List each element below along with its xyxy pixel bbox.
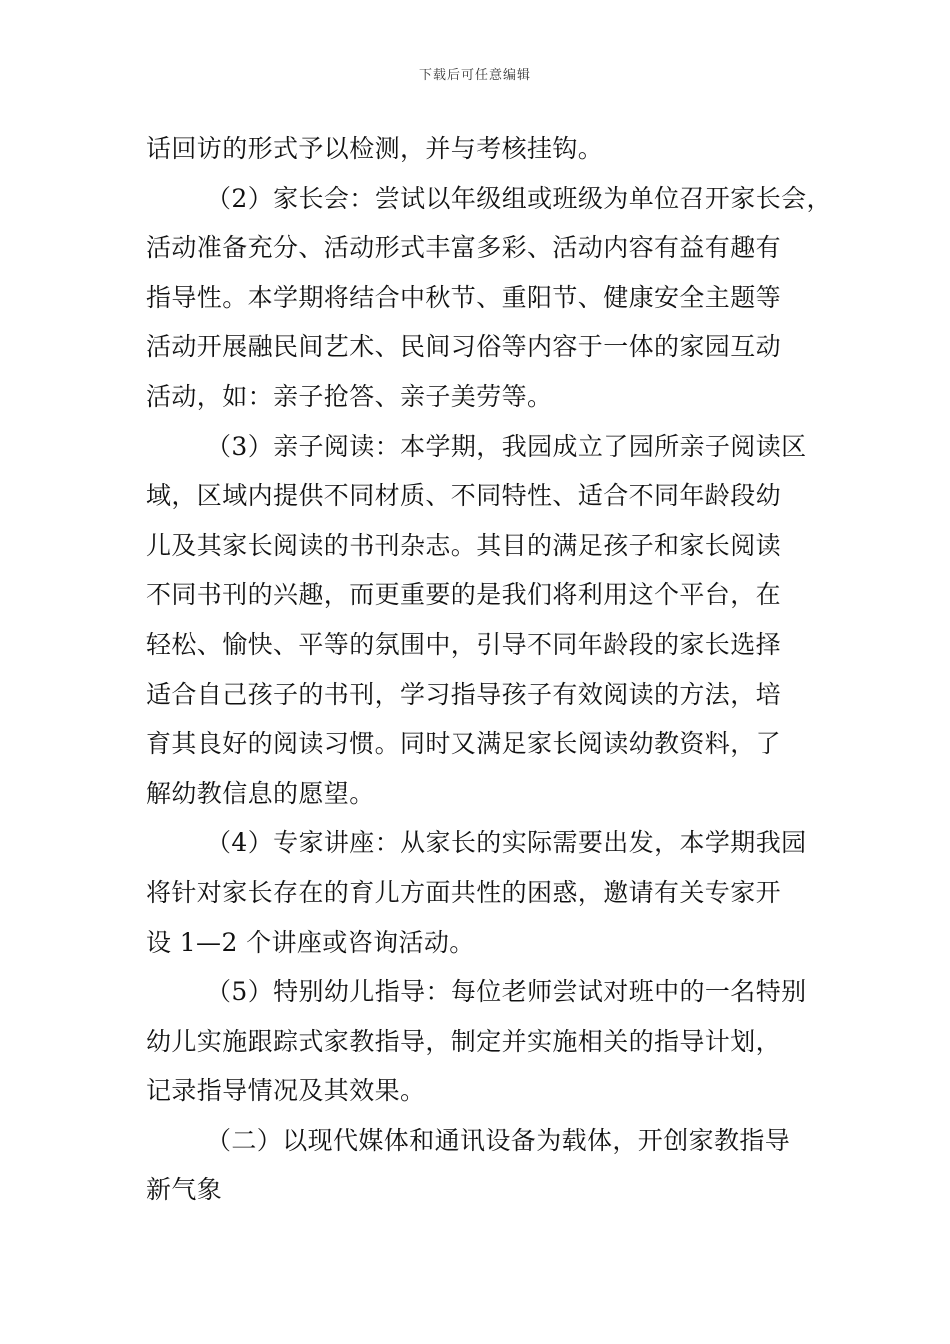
paragraph-line: 活动准备充分、活动形式丰富多彩、活动内容有益有趣有	[146, 233, 782, 263]
paragraph-line: （2）家长会：尝试以年级组或班级为单位召开家长会，	[206, 183, 832, 213]
paragraph-line: 育其良好的阅读习惯。同时又满足家长阅读幼教资料，了	[146, 729, 782, 759]
body-text	[146, 124, 832, 1215]
paragraph-line: （4）专家讲座：从家长的实际需要出发，本学期我园	[206, 828, 807, 858]
paragraph-line: 活动，如：亲子抢答、亲子美劳等。	[146, 381, 553, 411]
paragraph-line: 将针对家长存在的育儿方面共性的困惑，邀请有关专家开	[146, 877, 782, 907]
paragraph-line: 记录指导情况及其效果。	[146, 1076, 426, 1106]
paragraph-line: 儿及其家长阅读的书刊杂志。其目的满足孩子和家长阅读	[146, 530, 782, 560]
paragraph-line: 不同书刊的兴趣，而更重要的是我们将利用这个平台，在	[146, 580, 782, 610]
paragraph-line: 幼儿实施跟踪式家教指导，制定并实施相关的指导计划，	[146, 1026, 782, 1056]
header-note: 下载后可任意编辑	[418, 68, 531, 83]
paragraph-line: 设 1—2 个讲座或咨询活动。	[146, 927, 475, 957]
section-heading-line: （二）以现代媒体和通讯设备为载体，开创家教指导	[206, 1125, 791, 1155]
paragraph-line: （5）特别幼儿指导：每位老师尝试对班中的一名特别	[206, 977, 807, 1007]
paragraph-line: 活动开展融民间艺术、民间习俗等内容于一体的家园互动	[146, 332, 782, 362]
section-heading-line: 新气象	[146, 1175, 223, 1205]
paragraph-line: （3）亲子阅读：本学期，我园成立了园所亲子阅读区	[206, 431, 807, 461]
paragraph-line: 指导性。本学期将结合中秋节、重阳节、健康安全主题等	[146, 282, 782, 312]
paragraph-line: 适合自己孩子的书刊，学习指导孩子有效阅读的方法，培	[146, 679, 782, 709]
paragraph-line: 解幼教信息的愿望。	[146, 778, 375, 808]
paragraph-line: 话回访的形式予以检测，并与考核挂钩。	[146, 134, 604, 163]
paragraph-line: 轻松、愉快、平等的氛围中，引导不同年龄段的家长选择	[146, 629, 782, 659]
paragraph-line: 域，区域内提供不同材质、不同特性、适合不同年龄段幼	[146, 481, 782, 511]
